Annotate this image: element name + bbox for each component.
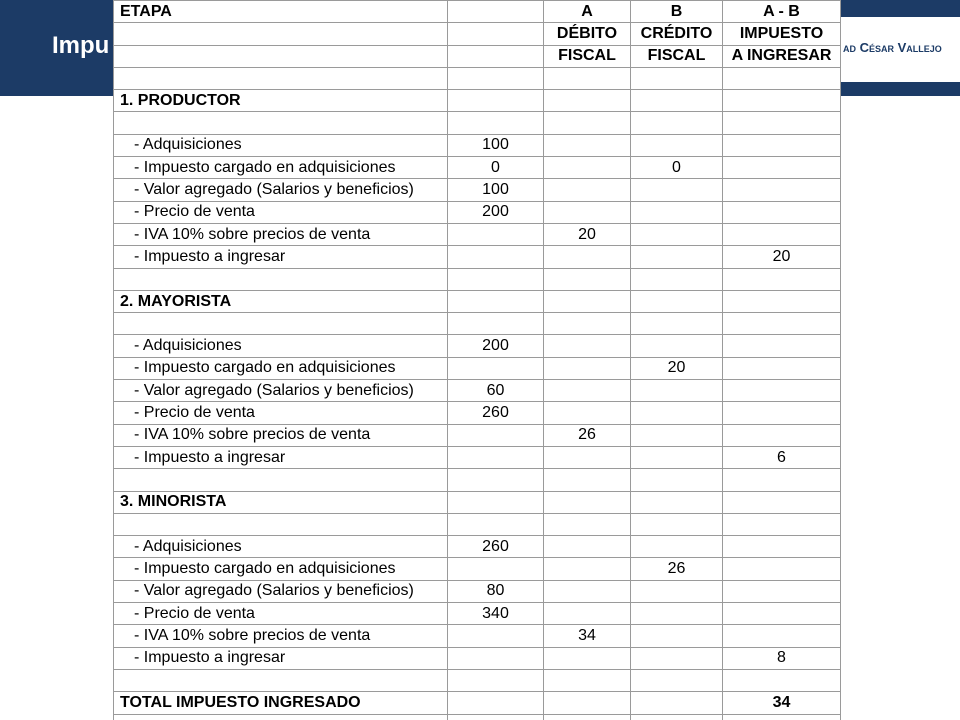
credito-fiscal-cell [631,647,723,669]
debito-fiscal-cell [544,335,631,357]
impuesto-a-ingresar-cell [723,491,841,513]
etapa-cell [114,268,448,290]
monto-cell [448,45,544,67]
monto-cell: 340 [448,603,544,625]
table-row [114,23,841,45]
credito-fiscal-cell [631,134,723,156]
debito-fiscal-cell [544,157,631,179]
impuesto-a-ingresar-cell [723,357,841,379]
table-row [114,380,841,402]
impuesto-a-ingresar-cell: A - B [723,1,841,23]
debito-fiscal-cell [544,90,631,112]
monto-cell [448,290,544,312]
impuesto-a-ingresar-cell [723,201,841,223]
etapa-cell: - Impuesto cargado en adquisiciones [114,357,448,379]
impuesto-a-ingresar-cell [723,558,841,580]
table-row [114,669,841,691]
etapa-cell: - Impuesto a ingresar [114,647,448,669]
impuesto-a-ingresar-cell [723,625,841,647]
debito-fiscal-cell [544,446,631,468]
etapa-cell: - Impuesto a ingresar [114,446,448,468]
etapa-cell [114,112,448,134]
etapa-cell: - Valor agregado (Salarios y beneficios) [114,380,448,402]
monto-cell [448,67,544,89]
debito-fiscal-cell [544,491,631,513]
etapa-cell: 1. PRODUCTOR [114,90,448,112]
monto-cell [448,23,544,45]
etapa-cell: - Precio de venta [114,201,448,223]
credito-fiscal-cell [631,513,723,535]
monto-cell [448,469,544,491]
debito-fiscal-cell [544,112,631,134]
table-row [114,402,841,424]
debito-fiscal-cell [544,692,631,714]
etapa-cell: 2. MAYORISTA [114,290,448,312]
credito-fiscal-cell [631,67,723,89]
credito-fiscal-cell: 20 [631,357,723,379]
debito-fiscal-cell: 34 [544,625,631,647]
credito-fiscal-cell: CRÉDITO [631,23,723,45]
debito-fiscal-cell: A [544,1,631,23]
debito-fiscal-cell [544,402,631,424]
credito-fiscal-cell [631,669,723,691]
impuesto-a-ingresar-cell: 20 [723,246,841,268]
table-row [114,558,841,580]
table-row [114,290,841,312]
debito-fiscal-cell [544,201,631,223]
credito-fiscal-cell [631,446,723,468]
header-band-right-bottom [840,82,960,96]
impuesto-a-ingresar-cell [723,469,841,491]
debito-fiscal-cell [544,536,631,558]
debito-fiscal-cell [544,603,631,625]
impuesto-a-ingresar-cell [723,335,841,357]
monto-cell [448,357,544,379]
etapa-cell: 3. MINORISTA [114,491,448,513]
table-row [114,625,841,647]
credito-fiscal-cell [631,335,723,357]
debito-fiscal-cell [544,469,631,491]
etapa-cell [114,45,448,67]
credito-fiscal-cell [631,491,723,513]
credito-fiscal-cell [631,90,723,112]
table-row [114,246,841,268]
impuesto-a-ingresar-cell: 8 [723,647,841,669]
debito-fiscal-cell [544,268,631,290]
impuesto-a-ingresar-cell [723,536,841,558]
etapa-cell [114,714,448,720]
table-row [114,45,841,67]
monto-cell [448,223,544,245]
monto-cell [448,313,544,335]
table-row [114,67,841,89]
etapa-cell: - IVA 10% sobre precios de venta [114,424,448,446]
university-logo-text: ad César Vallejo [843,40,942,55]
monto-cell: 0 [448,157,544,179]
table-row [114,647,841,669]
header-band-right-top [840,0,960,17]
etapa-cell: - Precio de venta [114,603,448,625]
debito-fiscal-cell [544,134,631,156]
monto-cell [448,647,544,669]
etapa-cell: - Impuesto cargado en adquisiciones [114,157,448,179]
monto-cell [448,90,544,112]
debito-fiscal-cell [544,558,631,580]
monto-cell: 80 [448,580,544,602]
debito-fiscal-cell: DÉBITO [544,23,631,45]
monto-cell: 260 [448,402,544,424]
debito-fiscal-cell [544,357,631,379]
debito-fiscal-cell [544,580,631,602]
impuesto-a-ingresar-cell: A INGRESAR [723,45,841,67]
credito-fiscal-cell [631,223,723,245]
debito-fiscal-cell [544,380,631,402]
impuesto-a-ingresar-cell [723,513,841,535]
impuesto-a-ingresar-cell: 6 [723,446,841,468]
credito-fiscal-cell [631,380,723,402]
etapa-cell: ETAPA [114,1,448,23]
tax-table-container [113,0,841,720]
etapa-cell: - IVA 10% sobre precios de venta [114,625,448,647]
table-row [114,112,841,134]
monto-cell [448,625,544,647]
debito-fiscal-cell: 26 [544,424,631,446]
impuesto-a-ingresar-cell [723,112,841,134]
impuesto-a-ingresar-cell [723,313,841,335]
table-row [114,714,841,720]
impuesto-a-ingresar-cell: IMPUESTO [723,23,841,45]
impuesto-a-ingresar-cell: 34 [723,692,841,714]
credito-fiscal-cell [631,268,723,290]
credito-fiscal-cell [631,313,723,335]
monto-cell: 260 [448,536,544,558]
table-row [114,90,841,112]
credito-fiscal-cell [631,714,723,720]
debito-fiscal-cell [544,290,631,312]
etapa-cell: - Adquisiciones [114,536,448,558]
credito-fiscal-cell [631,625,723,647]
debito-fiscal-cell [544,647,631,669]
monto-cell [448,692,544,714]
credito-fiscal-cell: B [631,1,723,23]
credito-fiscal-cell: 26 [631,558,723,580]
impuesto-a-ingresar-cell [723,67,841,89]
slide-title: Impu [52,32,110,59]
table-row [114,268,841,290]
table-row [114,513,841,535]
monto-cell [448,424,544,446]
table-row [114,335,841,357]
table-row [114,692,841,714]
impuesto-a-ingresar-cell [723,90,841,112]
impuesto-a-ingresar-cell [723,424,841,446]
impuesto-a-ingresar-cell [723,402,841,424]
monto-cell: 100 [448,134,544,156]
etapa-cell [114,67,448,89]
credito-fiscal-cell [631,112,723,134]
header-band [0,0,113,96]
impuesto-a-ingresar-cell [723,134,841,156]
table-row [114,201,841,223]
tax-table [113,0,841,720]
university-logo [843,38,958,58]
monto-cell [448,669,544,691]
impuesto-a-ingresar-cell [723,268,841,290]
etapa-cell: TOTAL IMPUESTO INGRESADO [114,692,448,714]
etapa-cell [114,669,448,691]
monto-cell [448,513,544,535]
etapa-cell: - Impuesto cargado en adquisiciones [114,558,448,580]
table-row [114,313,841,335]
monto-cell: 100 [448,179,544,201]
credito-fiscal-cell [631,424,723,446]
impuesto-a-ingresar-cell [723,603,841,625]
etapa-cell [114,469,448,491]
monto-cell [448,1,544,23]
table-row [114,536,841,558]
credito-fiscal-cell [631,290,723,312]
credito-fiscal-cell [631,469,723,491]
credito-fiscal-cell [631,201,723,223]
monto-cell [448,558,544,580]
table-row [114,157,841,179]
table-row [114,491,841,513]
etapa-cell [114,513,448,535]
credito-fiscal-cell [631,179,723,201]
credito-fiscal-cell: 0 [631,157,723,179]
monto-cell [448,246,544,268]
etapa-cell: - Valor agregado (Salarios y beneficios) [114,580,448,602]
impuesto-a-ingresar-cell [723,223,841,245]
credito-fiscal-cell [631,246,723,268]
impuesto-a-ingresar-cell [723,157,841,179]
debito-fiscal-cell: 20 [544,223,631,245]
impuesto-a-ingresar-cell [723,380,841,402]
etapa-cell [114,23,448,45]
table-row [114,1,841,23]
credito-fiscal-cell [631,603,723,625]
etapa-cell: - Adquisiciones [114,134,448,156]
table-row [114,223,841,245]
etapa-cell: - Adquisiciones [114,335,448,357]
monto-cell: 200 [448,335,544,357]
table-row [114,580,841,602]
debito-fiscal-cell [544,714,631,720]
debito-fiscal-cell [544,669,631,691]
table-row [114,357,841,379]
debito-fiscal-cell [544,179,631,201]
table-row [114,424,841,446]
table-row [114,446,841,468]
credito-fiscal-cell [631,580,723,602]
debito-fiscal-cell: FISCAL [544,45,631,67]
impuesto-a-ingresar-cell [723,179,841,201]
table-row [114,603,841,625]
monto-cell [448,112,544,134]
debito-fiscal-cell [544,313,631,335]
credito-fiscal-cell: FISCAL [631,45,723,67]
etapa-cell: - Impuesto a ingresar [114,246,448,268]
monto-cell: 200 [448,201,544,223]
table-row [114,134,841,156]
monto-cell [448,446,544,468]
table-row [114,469,841,491]
monto-cell [448,714,544,720]
credito-fiscal-cell [631,692,723,714]
etapa-cell: - Precio de venta [114,402,448,424]
etapa-cell: - IVA 10% sobre precios de venta [114,223,448,245]
monto-cell [448,268,544,290]
monto-cell: 60 [448,380,544,402]
etapa-cell: - Valor agregado (Salarios y beneficios) [114,179,448,201]
debito-fiscal-cell [544,513,631,535]
table-row [114,179,841,201]
debito-fiscal-cell [544,67,631,89]
impuesto-a-ingresar-cell [723,290,841,312]
impuesto-a-ingresar-cell [723,714,841,720]
debito-fiscal-cell [544,246,631,268]
impuesto-a-ingresar-cell [723,669,841,691]
monto-cell [448,491,544,513]
impuesto-a-ingresar-cell [723,580,841,602]
etapa-cell [114,313,448,335]
tax-table-body [114,1,841,720]
credito-fiscal-cell [631,536,723,558]
credito-fiscal-cell [631,402,723,424]
